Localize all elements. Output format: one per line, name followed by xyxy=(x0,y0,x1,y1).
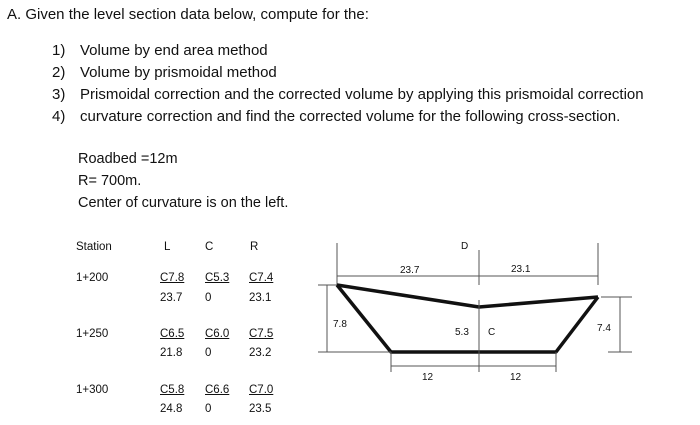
label-center-height: 5.3 xyxy=(455,327,469,338)
header-center: C xyxy=(205,241,214,253)
label-left-height: 7.8 xyxy=(333,319,347,330)
station-cell: 1+300 xyxy=(76,384,109,396)
center-cut-cell: C5.3 xyxy=(205,272,230,284)
label-left-base: 12 xyxy=(422,372,434,383)
task-text: Volume by prismoidal method xyxy=(80,64,277,81)
left-cut-cell: C6.5 xyxy=(160,328,185,340)
center-cut-cell: C6.6 xyxy=(205,384,230,396)
label-right-base: 12 xyxy=(510,372,522,383)
task-number: 3) xyxy=(52,86,66,103)
ground-surface-line xyxy=(337,285,598,307)
station-cell: 1+200 xyxy=(76,272,109,284)
header-left: L xyxy=(164,241,171,253)
left-distance-cell: 23.7 xyxy=(160,292,183,304)
left-cut-cell: C5.8 xyxy=(160,384,185,396)
center-distance-cell: 0 xyxy=(205,403,212,415)
label-left-width: 23.7 xyxy=(400,265,420,276)
station-cell: 1+250 xyxy=(76,328,109,340)
task-text: curvature correction and find the corrected volume for the following cross-section. xyxy=(80,108,621,125)
given-radius: R= 700m. xyxy=(78,173,142,189)
right-cut-cell: C7.0 xyxy=(249,384,274,396)
header-right: R xyxy=(250,241,259,253)
label-d: D xyxy=(461,241,469,252)
cut-section-outline xyxy=(337,285,598,352)
right-distance-cell: 23.5 xyxy=(249,403,272,415)
right-cut-cell: C7.5 xyxy=(249,328,274,340)
task-number: 1) xyxy=(52,42,66,59)
center-cut-cell: C6.0 xyxy=(205,328,230,340)
task-text: Prismoidal correction and the corrected volume by applying this prismoidal correction xyxy=(80,86,644,103)
task-text: Volume by end area method xyxy=(80,42,268,59)
right-distance-cell: 23.2 xyxy=(249,347,272,359)
header-station: Station xyxy=(76,241,112,253)
given-roadbed: Roadbed =12m xyxy=(78,151,178,167)
label-right-height: 7.4 xyxy=(597,323,611,334)
label-c: C xyxy=(488,327,496,338)
left-distance-cell: 24.8 xyxy=(160,403,183,415)
left-distance-cell: 21.8 xyxy=(160,347,183,359)
task-number: 2) xyxy=(52,64,66,81)
task-number: 4) xyxy=(52,108,66,125)
right-cut-cell: C7.4 xyxy=(249,272,274,284)
given-curvature: Center of curvature is on the left. xyxy=(78,195,289,211)
problem-heading: A. Given the level section data below, compute for the: xyxy=(7,6,369,23)
left-cut-cell: C7.8 xyxy=(160,272,185,284)
center-distance-cell: 0 xyxy=(205,292,212,304)
label-right-width: 23.1 xyxy=(511,264,531,275)
right-distance-cell: 23.1 xyxy=(249,292,272,304)
center-distance-cell: 0 xyxy=(205,347,212,359)
